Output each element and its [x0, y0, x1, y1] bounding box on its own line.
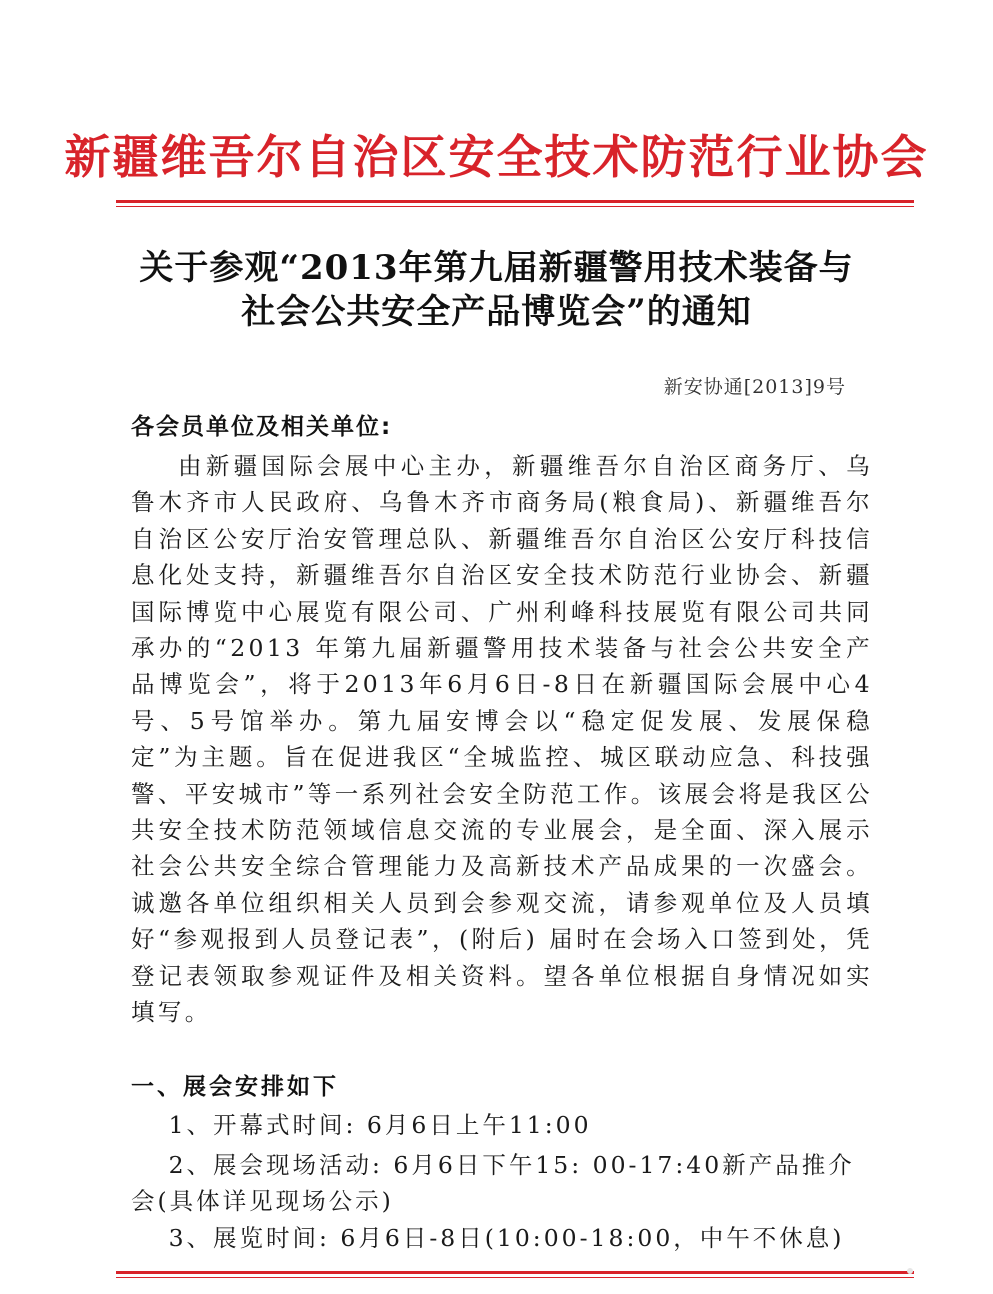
salutation: 各会员单位及相关单位:	[131, 414, 393, 440]
section-heading: 一、展会安排如下	[131, 1074, 339, 1100]
letterhead-red-rule	[116, 200, 914, 203]
arrangement-item: 2、展会现场活动: 6月6日下午15: 00-17:40新产品推介会(具体详见现场公示)	[131, 1151, 855, 1215]
document-title-line-2: 社会公共安全产品博览会”的通知	[241, 292, 752, 332]
body-paragraph: 由新疆国际会展中心主办，新疆维吾尔自治区商务厅、乌鲁木齐市人民政府、乌鲁木齐市商务局(粮食局)、新疆维吾尔自治区公安厅治安管理总队、新疆维吾尔自治区公安厅科技信息化处支持，新疆维吾尔自治区安全技术防范行业协会、新疆国际博览中心展览有限公司、广州利峰科技展览有限公司共同承办的“2013 年第九届新疆警用技术装备与社会公共安全产品博览会”，将于2013年6月6日-8日在新疆国际会展中心4号、5号馆举办。第九届安博会以“稳定促发展、发展保稳定”为主题。旨在促进我区“全城监控、城区联动应急、科技强警、平安城市”等一系列社会安全防范工作。该展会将是我区公共安全技术防范领域信息交流的专业展会，是全面、深入展示社会公共安全综合管理能力及高新技术产品成果的一次盛会。诚邀各单位组织相关人员到会参观交流，请参观单位及人员填好“参观报到人员登记表”，(附后) 届时在会场入口签到处，凭登记表领取参观证件及相关资料。望各单位根据自身情况如实填写。	[131, 452, 873, 1027]
letterhead-red-rule-thin	[116, 206, 914, 207]
document-title	[100, 246, 893, 334]
scan-speck	[907, 1268, 913, 1274]
arrangement-item: 3、展览时间: 6月6日-8日(10:00-18:00，中午不休息)	[168, 1224, 845, 1252]
letterhead-organization-name: 新疆维吾尔自治区安全技术防范行业协会	[64, 130, 929, 184]
document-number: 新安协通[2013]9号	[663, 376, 846, 398]
footer-red-rule	[116, 1271, 914, 1274]
arrangement-item: 1、开幕式时间: 6月6日上午11:00	[168, 1111, 592, 1139]
footer-red-rule-thin	[116, 1277, 914, 1278]
document-title-line-1: 关于参观“2013年第九届新疆警用技术装备与	[139, 248, 854, 288]
